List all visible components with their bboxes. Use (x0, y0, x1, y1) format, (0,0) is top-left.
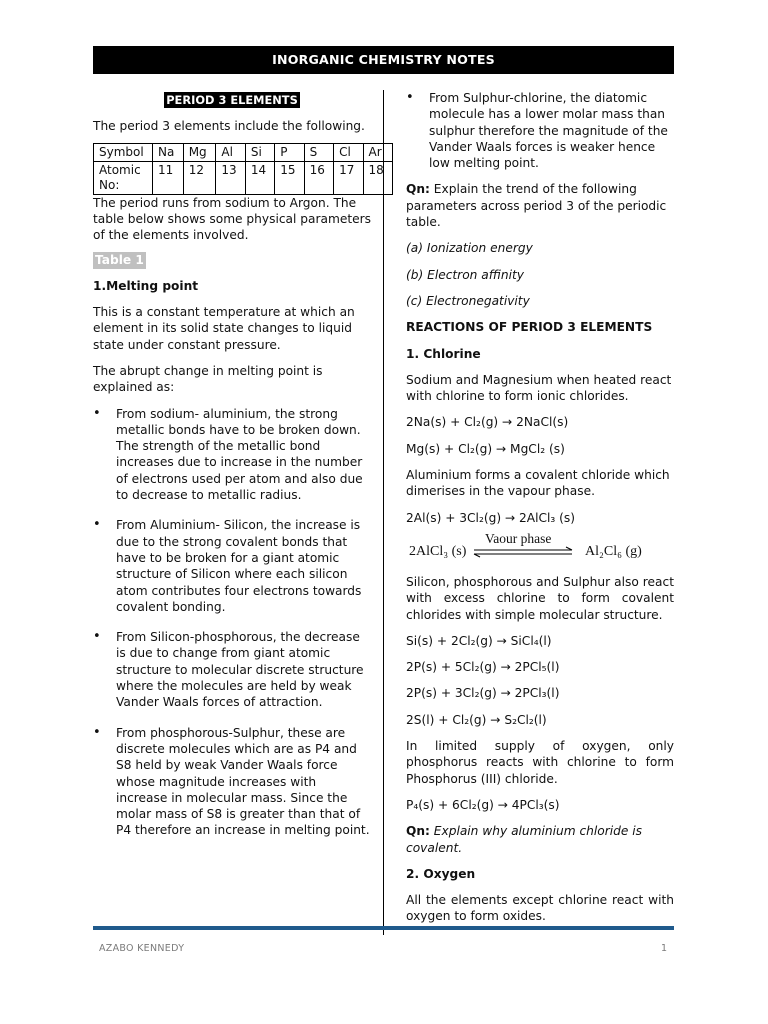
table-cell: 14 (245, 161, 274, 194)
melting-point-abrupt: The abrupt change in melting point is explained as: (93, 363, 323, 395)
table-row (94, 143, 393, 161)
silicon-text: Silicon, phosphorous and Sulphur also react with excess chlorine to form covalent chlorides with simple molecular structure. (406, 574, 674, 622)
page-header: INORGANIC CHEMISTRY NOTES (93, 46, 674, 74)
elements-table (93, 143, 393, 195)
after-table-text: The period runs from sodium to Argon. The table below shows some physical parameters of the elements involved. (93, 195, 371, 243)
equation-9: P₄(s) + 6Cl₂(g) → 4PCl₃(s) (406, 797, 560, 812)
table-cell: Na (153, 143, 184, 161)
dimer-reactant: 2AlCl₃ (s) (409, 543, 467, 559)
equation-8: 2S(l) + Cl₂(g) → S₂Cl₂(l) (406, 712, 547, 727)
table-cell: 18 (363, 161, 392, 194)
equation-3: 2Al(s) + 3Cl₂(g) → 2AlCl₃ (s) (406, 510, 576, 525)
equation-6: 2P(s) + 5Cl₂(g) → 2PCl₅(l) (406, 660, 560, 675)
dimer-product: Al₂Cl₆ (g) (585, 543, 642, 559)
melting-point-heading: 1.Melting point (93, 278, 199, 293)
table-cell: S (304, 143, 333, 161)
question-1: Qn: Explain the trend of the following parameters across period 3 of the periodic table. (406, 182, 667, 230)
table-cell: 15 (275, 161, 304, 194)
equation-2: Mg(s) + Cl₂(g) → MgCl₂ (s) (406, 441, 565, 456)
table-cell: Symbol (94, 143, 153, 161)
oxygen-text: All the elements except chlorine react with oxygen to form oxides. (406, 893, 674, 924)
table-cell: Atomic No: (94, 161, 153, 194)
question-item-c: (c) Electronegativity (406, 293, 530, 308)
table-cell: 16 (304, 161, 333, 194)
table-cell: 11 (153, 161, 184, 194)
question-item-a: (a) Ionization energy (406, 241, 533, 256)
table-cell: 12 (183, 161, 216, 194)
melting-point-list (93, 406, 371, 839)
chlorine-intro: Sodium and Magnesium when heated react with chlorine to form ionic chlorides. (406, 372, 672, 404)
table-cell: Al (216, 143, 245, 161)
section-title: PERIOD 3 ELEMENTS (166, 93, 298, 107)
chlorine-heading: 1. Chlorine (406, 346, 481, 361)
arrow-label: Vaour phase (485, 530, 552, 546)
reactions-heading: REACTIONS OF PERIOD 3 ELEMENTS (406, 320, 653, 335)
footer-author: AZABO KENNEDY (99, 943, 185, 954)
question-2: Qn: Explain why aluminium chloride is covalent. (406, 824, 642, 855)
list-item: • From Silicon-phosphorous, the decrease is due to change from giant atomic structure to molecular discrete structure where the molecules are held by weak Vander Waals forces of attraction. (93, 629, 371, 710)
table-caption: Table 1 (95, 253, 144, 268)
table-cell: 17 (334, 161, 363, 194)
oxygen-heading: 2. Oxygen (406, 866, 476, 881)
footer-rule (93, 926, 674, 930)
list-item: • From Aluminium- Silicon, the increase is due to the strong covalent bonds that have to be broken for a giant atomic structure of Silicon where each silicon atom contributes four electrons towards covalent bonding. (93, 517, 371, 615)
equilibrium-arrow-icon (472, 546, 576, 558)
table-cell: Mg (183, 143, 216, 161)
table-cell: P (275, 143, 304, 161)
equation-1: 2Na(s) + Cl₂(g) → 2NaCl(s) (406, 415, 569, 430)
aluminium-text: Aluminium forms a covalent chloride which dimerises in the vapour phase. (406, 468, 670, 499)
page-number: 1 (661, 943, 668, 954)
sulphur-chlorine-list (406, 90, 674, 171)
dimer-equation (406, 532, 674, 564)
question-item-b: (b) Electron affinity (406, 267, 525, 282)
right-column (406, 90, 674, 925)
left-column (93, 90, 384, 839)
table-cell: Si (245, 143, 274, 161)
table-cell: Ar (363, 143, 392, 161)
limited-oxygen-text: In limited supply of oxygen, only phosphorus reacts with chlorine to form Phosphorus (III) chloride. (406, 739, 674, 786)
intro-text: The period 3 elements include the following. (93, 119, 365, 134)
equation-7: 2P(s) + 3Cl₂(g) → 2PCl₃(l) (406, 686, 560, 701)
table-row (94, 161, 393, 194)
list-item: • From Sulphur-chlorine, the diatomic molecule has a lower molar mass than sulphur therefore the magnitude of the Vander Waals forces is weaker hence low melting point. (406, 90, 674, 171)
melting-point-definition: This is a constant temperature at which an element in its solid state changes to liquid state under constant pressure. (93, 305, 355, 352)
table-cell: Cl (334, 143, 363, 161)
list-item: • From sodium- aluminium, the strong metallic bonds have to be broken down. The strength of the metallic bond increases due to increase in the number of electrons used per atom and also due to decrease to metallic radius. (93, 406, 371, 504)
table-cell: 13 (216, 161, 245, 194)
list-item: • From phosphorous-Sulphur, these are discrete molecules which are as P4 and S8 held by weak Vander Waals force whose magnitude increases with increase in molecular mass. Since the molar mass of S8 is greater than that of P4 therefore an increase in melting point. (93, 725, 371, 839)
equation-5: Si(s) + 2Cl₂(g) → SiCl₄(l) (406, 633, 552, 648)
column-divider (383, 90, 384, 935)
